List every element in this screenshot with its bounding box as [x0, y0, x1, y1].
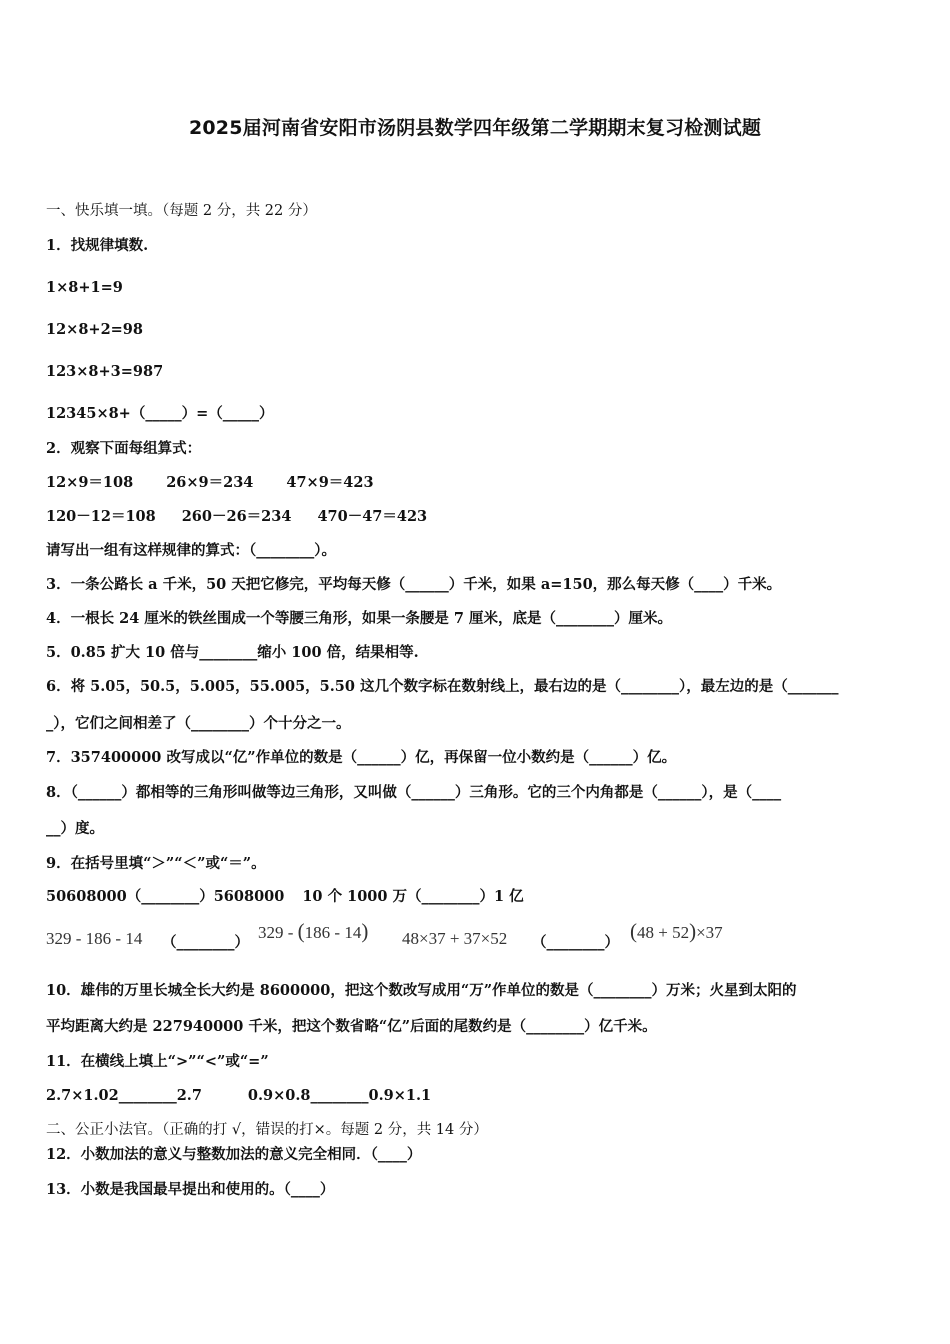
q2-row-2 [46, 508, 427, 526]
q9-blank-1: （________） [162, 934, 249, 951]
q2-row2-eq1: 120－12＝108 [46, 508, 156, 525]
q2-row2-eq2: 260－26＝234 [181, 508, 292, 525]
q9-expr-2 [258, 919, 369, 943]
q2-row1-eq3: 47×9＝423 [286, 474, 374, 491]
q13-text: 13．小数是我国最早提出和使用的。（____） [46, 1181, 335, 1198]
q2-row1-eq1: 12×9＝108 [46, 474, 134, 491]
q5-text: 5．0.85 扩大 10 倍与________缩小 100 倍，结果相等. [46, 644, 419, 661]
q8-line-2: __）度。 [46, 820, 104, 837]
q11-line [46, 1087, 431, 1105]
q12-text: 12．小数加法的意义与整数加法的意义完全相同．（____） [46, 1146, 422, 1163]
q2-prompt: 2．观察下面每组算式： [46, 440, 202, 457]
q11-compare-a: 2.7×1.02________2.7 [46, 1087, 202, 1104]
q2-row-1 [46, 474, 374, 492]
q6-line-1: 6．将 5.05，50.5，5.005，55.005，5.50 这几个数字标在数射线上，最右边的是（________），最左边的是（_______ [46, 678, 839, 695]
q7-text: 7．357400000 改写成以“亿”作单位的数是（______）亿，再保留一位小数约是（______）亿。 [46, 749, 677, 766]
q2-row2-eq3: 470－47＝423 [317, 508, 428, 525]
q9-expr-1: 329 - 186 - 14 [46, 929, 143, 948]
q9-expr4-part-d: ×37 [696, 923, 723, 942]
q9-expr-3: 48×37 + 37×52 [402, 929, 508, 948]
q9-compare-2: 10 个 1000 万（________）1 亿 [302, 888, 524, 905]
q6-line-2: _），它们之间相差了（________）个十分之一。 [46, 715, 351, 732]
q1-prompt: 1．找规律填数. [46, 237, 149, 254]
q9-expr-4 [630, 919, 723, 943]
q1-line-3: 123×8+3=987 [46, 363, 164, 380]
q2-ask: 请写出一组有这样规律的算式：（________）。 [46, 542, 336, 559]
q3-text: 3．一条公路长 a 千米，50 天把它修完，平均每天修（______）千米，如果 a=150，那么每天修（____）千米。 [46, 576, 782, 593]
q4-text: 4．一根长 24 厘米的铁丝围成一个等腰三角形，如果一条腰是 7 厘米，底是（________）厘米。 [46, 610, 673, 627]
q9-prompt: 9．在括号里填“＞”“＜”或“＝”。 [46, 855, 266, 872]
q9-expr2-open-paren: ( [297, 919, 305, 943]
q9-expr2-part-c: 186 - 14 [304, 923, 362, 942]
q2-row1-eq2: 26×9＝234 [166, 474, 254, 491]
q1-line-1: 1×8+1=9 [46, 279, 123, 296]
q9-expr4-open-paren: ( [630, 919, 637, 943]
q1-line-2: 12×8+2=98 [46, 321, 143, 338]
q9-expr2-part-a: 329 - [258, 923, 298, 942]
q10-line-1: 10．雄伟的万里长城全长大约是 8600000，把这个数改写成用“万”作单位的数是（________）万米；火星到太阳的 [46, 982, 797, 999]
section-2-heading: 二、公正小法官。（正确的打 √，错误的打×。每题 2 分，共 14 分） [46, 1122, 488, 1138]
q9-blank-2: （________） [532, 934, 619, 951]
q11-prompt: 11．在横线上填上“>”“<”或“=” [46, 1053, 269, 1070]
q9-compare-1: 50608000（________）5608000 [46, 888, 285, 905]
page-title: 2025届河南省安阳市汤阴县数学四年级第二学期期末复习检测试题 [188, 117, 762, 139]
section-1-heading: 一、快乐填一填。（每题 2 分，共 22 分） [46, 203, 317, 219]
q10-line-2: 平均距离大约是 227940000 千米，把这个数省略“亿”后面的尾数约是（________）亿千米。 [46, 1018, 657, 1035]
q11-compare-b: 0.9×0.8________0.9×1.1 [247, 1087, 432, 1104]
q8-line-1: 8．（______）都相等的三角形叫做等边三角形，又叫做（______）三角形。它的三个内角都是（______），是（____ [46, 784, 782, 801]
q9-expr2-close-paren: ) [361, 919, 369, 943]
q1-line-4: 12345×8+（_____）=（_____） [46, 405, 274, 422]
q9-expr4-part-b: 48 + 52 [637, 923, 690, 942]
q9-expr4-close-paren: ) [689, 919, 697, 943]
q9-line-1 [46, 888, 524, 906]
